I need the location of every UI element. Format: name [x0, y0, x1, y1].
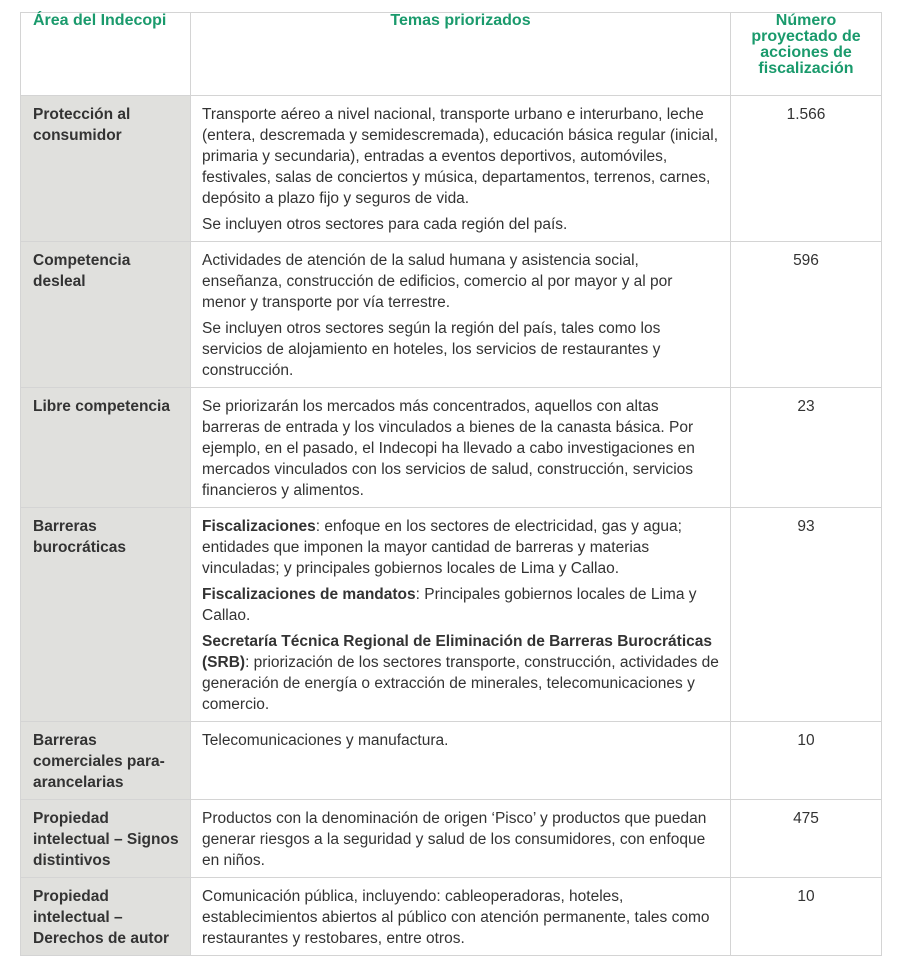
temas-text: : Principales gobiernos locales de Lima y Callao. — [202, 586, 697, 624]
temas-cell — [191, 96, 731, 242]
table-body — [21, 96, 882, 956]
table-row — [21, 800, 882, 878]
temas-text: Se incluyen otros sectores para cada región del país. — [202, 216, 568, 233]
temas-text: Actividades de atención de la salud humana y asistencia social, enseñanza, construcción de edificios, comercio al por mayor y al por menor y transporte por vía terrestre. — [202, 252, 673, 311]
temas-bold-label: Fiscalizaciones — [202, 518, 316, 535]
temas-paragraph — [202, 516, 720, 579]
header-temas: Temas priorizados — [191, 13, 731, 96]
temas-paragraph — [202, 214, 720, 235]
temas-text: Transporte aéreo a nivel nacional, transporte urbano e interurbano, leche (entera, descremada y semidescremada), educación básica regular (inicial, primaria y secundaria), entradas a eventos deportivos, automóviles, festivales, salas de conciertos y música, departamentos, terrenos, carnes, depósito a plazo fijo y seguros de vida. — [202, 106, 719, 207]
temas-paragraph — [202, 584, 720, 626]
temas-paragraph — [202, 250, 720, 313]
temas-cell — [191, 508, 731, 722]
temas-bold-label: Secretaría Técnica Regional de Eliminación de Barreras Burocráticas (SRB) — [202, 633, 712, 671]
temas-paragraph — [202, 808, 720, 871]
area-cell: Competencia desleal — [21, 242, 191, 388]
temas-cell — [191, 388, 731, 508]
table-row — [21, 878, 882, 956]
numero-cell: 10 — [731, 878, 882, 956]
area-cell: Protección al consumidor — [21, 96, 191, 242]
table-header — [21, 13, 882, 96]
temas-paragraph — [202, 730, 720, 751]
temas-bold-label: Fiscalizaciones de mandatos — [202, 586, 416, 603]
fiscalization-table — [20, 12, 882, 956]
header-area: Área del Indecopi — [21, 13, 191, 96]
numero-cell: 475 — [731, 800, 882, 878]
temas-text: Comunicación pública, incluyendo: cableoperadoras, hoteles, establecimientos abiertos al público con atención permanente, tales como restaurantes y restobares, entre otros. — [202, 888, 710, 947]
temas-paragraph — [202, 886, 720, 949]
numero-cell: 10 — [731, 722, 882, 800]
temas-text: Telecomunicaciones y manufactura. — [202, 732, 449, 749]
area-cell: Propiedad intelectual – Derechos de autor — [21, 878, 191, 956]
temas-text: : priorización de los sectores transporte, construcción, actividades de generación de energía o extracción de minerales, telecomunicaciones y comercio. — [202, 654, 719, 713]
temas-cell — [191, 800, 731, 878]
area-cell: Libre competencia — [21, 388, 191, 508]
temas-text: Se incluyen otros sectores según la región del país, tales como los servicios de alojamiento en hoteles, los servicios de restaurantes y construcción. — [202, 320, 661, 379]
temas-cell — [191, 878, 731, 956]
temas-paragraph — [202, 104, 720, 209]
numero-cell: 23 — [731, 388, 882, 508]
numero-cell: 93 — [731, 508, 882, 722]
table-row — [21, 722, 882, 800]
table-row — [21, 96, 882, 242]
temas-text: Productos con la denominación de origen ‘Pisco’ y productos que puedan generar riesgos a la seguridad y salud de los consumidores, con enfoque en niños. — [202, 810, 707, 869]
table-row — [21, 508, 882, 722]
area-cell: Barreras burocráticas — [21, 508, 191, 722]
area-cell: Barreras comerciales para-arancelarias — [21, 722, 191, 800]
temas-cell — [191, 242, 731, 388]
header-row — [21, 13, 882, 96]
temas-text: : enfoque en los sectores de electricidad, gas y agua; entidades que imponen la mayor cantidad de barreras y materias vinculadas; y principales gobiernos locales de Lima y Callao. — [202, 518, 682, 577]
temas-paragraph — [202, 631, 720, 715]
temas-text: Se priorizarán los mercados más concentrados, aquellos con altas barreras de entrada y los vinculados a bienes de la canasta básica. Por ejemplo, en el pasado, el Indecopi ha llevado a cabo investigaciones en mercados vinculados con los servicios de salud, construcción, servicios financieros y alimentos. — [202, 398, 695, 499]
numero-cell: 1.566 — [731, 96, 882, 242]
table-row — [21, 242, 882, 388]
area-cell: Propiedad intelectual – Signos distintivos — [21, 800, 191, 878]
temas-cell — [191, 722, 731, 800]
temas-paragraph — [202, 396, 720, 501]
table-row — [21, 388, 882, 508]
temas-paragraph — [202, 318, 720, 381]
numero-cell: 596 — [731, 242, 882, 388]
header-numero: Número proyectado de acciones de fiscalización — [731, 13, 882, 96]
